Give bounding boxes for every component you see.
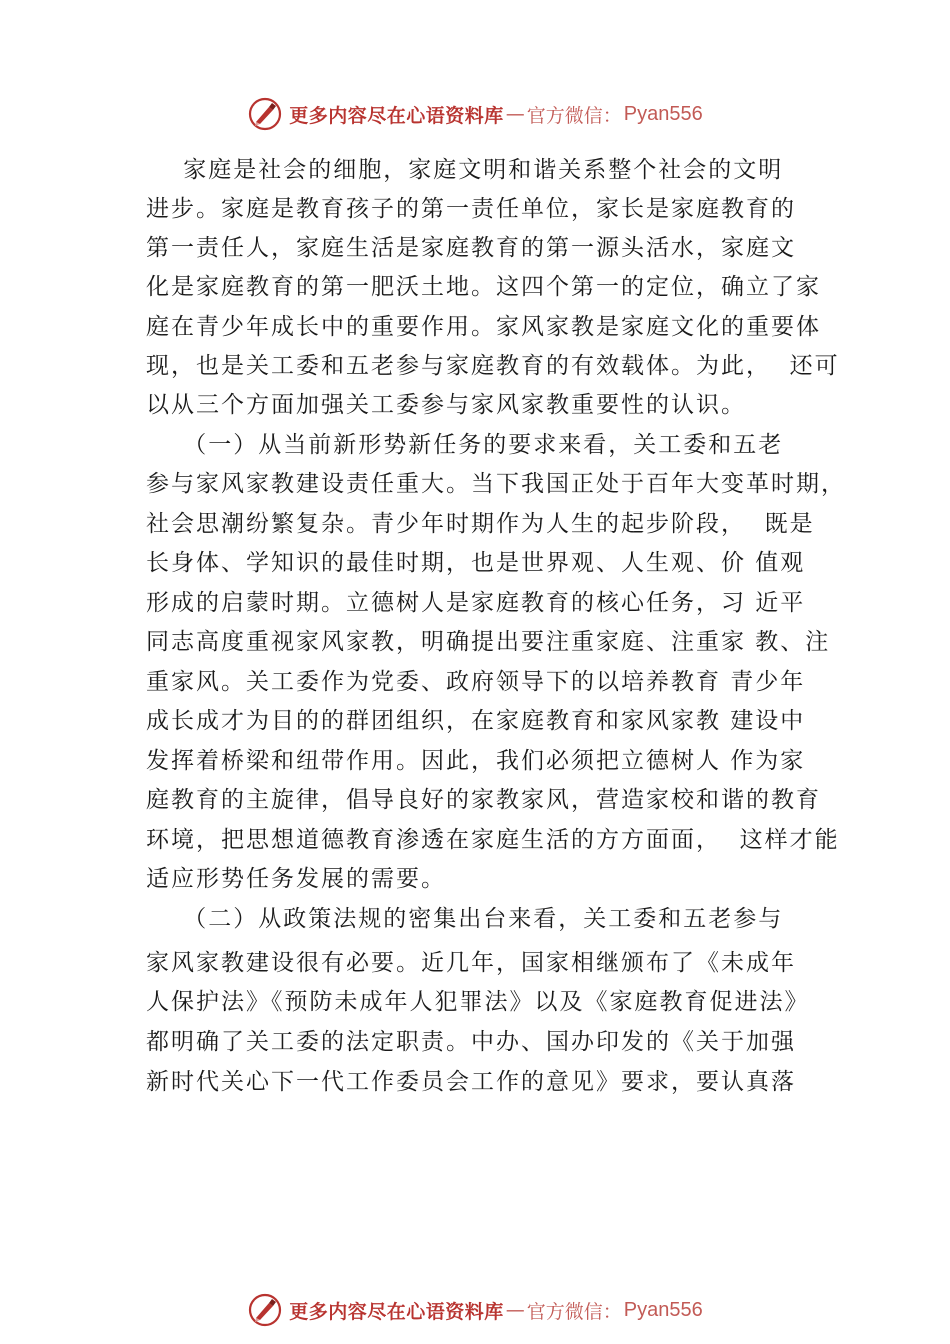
banner-wechat-id: Pyan556 — [623, 1298, 703, 1321]
text-line: 成长成才为目的的群团组织，在家庭教育和家风家教 建设中 — [146, 708, 806, 734]
banner-separator: — — [505, 103, 525, 125]
pen-logo-icon — [247, 96, 283, 132]
text-line: 化是家庭教育的第一肥沃土地。这四个第一的定位，确立了家 — [146, 274, 821, 300]
text-line: 进步。家庭是教育孩子的第一责任单位，家长是家庭教育的 — [146, 196, 796, 222]
text-line: 形成的启蒙时期。立德树人是家庭教育的核心任务，习 近平 — [146, 590, 806, 616]
banner-title: 更多内容尽在心语资料库 — [289, 1300, 504, 1323]
text-line: 庭在青少年成长中的重要作用。家风家教是家庭文化的重要体 — [146, 314, 821, 340]
text-line: 人保护法》《预防未成年人犯罪法》以及《家庭教育促进法》 — [146, 989, 810, 1015]
text-line: 家庭是社会的细胞，家庭文明和谐关系整个社会的文明 — [146, 157, 784, 183]
text-line: （一）从当前新形势新任务的要求来看，关工委和五老 — [146, 432, 784, 458]
text-line: 家风家教建设很有必要。近几年，国家相继颁布了《未成年 — [146, 950, 796, 976]
banner-wechat-label: 官方微信： — [526, 1300, 622, 1323]
text-line: （二）从政策法规的密集出台来看，关工委和五老参与 — [146, 906, 784, 932]
text-line: 环境，把思想道德教育渗透在家庭生活的方方面面， 这样才能 — [146, 827, 840, 853]
text-line: 都明确了关工委的法定职责。中办、国办印发的《关于加强 — [146, 1029, 796, 1055]
text-line: 发挥着桥梁和纽带作用。因此，我们必须把立德树人 作为家 — [146, 748, 806, 774]
footer-banner — [0, 1290, 950, 1330]
text-line: 长身体、学知识的最佳时期，也是世界观、人生观、价 值观 — [146, 550, 806, 576]
header-banner — [0, 94, 950, 134]
banner-wechat-label: 官方微信： — [526, 104, 622, 127]
text-line: 参与家风家教建设责任重大。当下我国正处于百年大变革时期， — [146, 471, 846, 497]
text-line: 重家风。关工委作为党委、政府领导下的以培养教育 青少年 — [146, 669, 806, 695]
banner-separator: — — [505, 1299, 525, 1321]
banner-wechat-id: Pyan556 — [623, 102, 703, 125]
text-line: 现，也是关工委和五老参与家庭教育的有效载体。为此， 还可 — [146, 353, 840, 379]
text-line: 适应形势任务发展的需要。 — [146, 866, 446, 892]
pen-logo-icon — [247, 1292, 283, 1328]
text-line: 以从三个方面加强关工委参与家风家教重要性的认识。 — [146, 392, 746, 418]
text-line: 庭教育的主旋律，倡导良好的家教家风，营造家校和谐的教育 — [146, 787, 821, 813]
text-line: 新时代关心下一代工作委员会工作的意见》要求，要认真落 — [146, 1069, 796, 1095]
banner-title: 更多内容尽在心语资料库 — [289, 104, 504, 127]
text-line: 社会思潮纷繁复杂。青少年时期作为人生的起步阶段， 既是 — [146, 511, 815, 537]
text-line: 同志高度重视家风家教，明确提出要注重家庭、注重家 教、注 — [146, 629, 831, 655]
text-line: 第一责任人，家庭生活是家庭教育的第一源头活水，家庭文 — [146, 235, 796, 261]
